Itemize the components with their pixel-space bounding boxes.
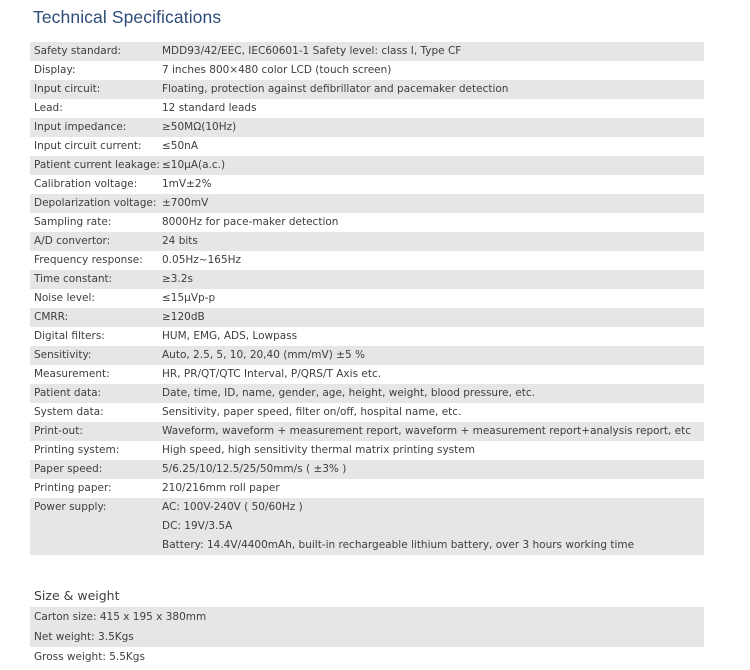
spec-label: Printing paper: xyxy=(34,482,112,494)
spec-value-line: ≤10μA(a.c.) xyxy=(162,159,226,171)
spec-row xyxy=(30,422,704,441)
spec-row xyxy=(30,479,704,498)
spec-value-line: HUM, EMG, ADS, Lowpass xyxy=(162,330,298,342)
size-weight-table xyxy=(30,607,704,667)
spec-value xyxy=(162,327,704,346)
spec-label: Power supply: xyxy=(30,498,162,555)
spec-value-line: 12 standard leads xyxy=(162,102,257,114)
spec-row xyxy=(30,99,704,118)
spec-value-line: Sensitivity, paper speed, filter on/off, hospital name, etc. xyxy=(162,406,462,418)
spec-row xyxy=(30,118,704,137)
spec-row xyxy=(30,327,704,346)
spec-value-line: Battery: 14.4V/4400mAh, built-in rechargeable lithium battery, over 3 hours working time xyxy=(162,539,635,551)
spec-value xyxy=(162,61,704,80)
spec-label: Sampling rate: xyxy=(34,216,112,228)
spec-value xyxy=(162,232,704,251)
spec-label: Input circuit current: xyxy=(34,140,142,152)
spec-value xyxy=(162,308,704,327)
spec-label: Noise level: xyxy=(34,292,95,304)
spec-row xyxy=(30,441,704,460)
spec-label: Lead: xyxy=(34,102,63,114)
spec-value xyxy=(162,270,704,289)
spec-value-line: ≤15μVp-p xyxy=(162,292,216,304)
spec-label: A/D convertor: xyxy=(30,232,162,251)
spec-value-line: HR, PR/QT/QTC Interval, P/QRS/T Axis etc. xyxy=(162,368,382,380)
spec-row xyxy=(30,365,704,384)
spec-label: Frequency response: xyxy=(34,254,143,266)
spec-value xyxy=(162,137,704,156)
spec-label: Time constant: xyxy=(30,270,162,289)
spec-value xyxy=(162,42,704,61)
spec-row xyxy=(30,346,704,365)
spec-label: Safety standard: xyxy=(30,42,162,61)
spec-label: Paper speed: xyxy=(30,460,162,479)
spec-row xyxy=(30,289,704,308)
spec-row xyxy=(30,384,704,403)
spec-label: Print-out: xyxy=(30,422,162,441)
spec-row xyxy=(30,498,704,555)
spec-value-line: Floating, protection against defibrillator and pacemaker detection xyxy=(162,83,509,95)
spec-value xyxy=(162,194,704,213)
spec-value xyxy=(162,346,704,365)
spec-value-line: 5/6.25/10/12.5/25/50mm/s ( ±3% ) xyxy=(162,463,347,475)
spec-value-line: ≥120dB xyxy=(162,311,205,323)
spec-label: Depolarization voltage: xyxy=(30,194,162,213)
spec-value xyxy=(162,403,704,422)
spec-value xyxy=(162,479,704,498)
spec-label: CMRR: xyxy=(30,308,162,327)
spec-value-line: 0.05Hz~165Hz xyxy=(162,254,242,266)
spec-value xyxy=(162,365,704,384)
spec-value-line: ≤50nA xyxy=(162,140,198,152)
spec-value xyxy=(162,251,704,270)
spec-label: Calibration voltage: xyxy=(34,178,138,190)
spec-table xyxy=(30,42,704,555)
spec-label: Input circuit: xyxy=(30,80,162,99)
spec-row xyxy=(30,308,704,327)
spec-label: Patient data: xyxy=(30,384,162,403)
spec-row xyxy=(30,194,704,213)
spec-value-line: 1mV±2% xyxy=(162,178,212,190)
spec-value-line: Waveform, waveform + measurement report, waveform + measurement report+analysis report, etc xyxy=(162,425,692,437)
spec-value xyxy=(162,80,704,99)
size-row-carton: Carton size: 415 x 195 x 380mm xyxy=(30,607,704,627)
spec-label: Sensitivity: xyxy=(30,346,162,365)
spec-label: Patient current leakage: xyxy=(30,156,162,175)
size-row-gross-weight: Gross weight: 5.5Kgs xyxy=(30,647,704,667)
spec-value xyxy=(162,422,704,441)
spec-value xyxy=(162,213,704,232)
spec-row xyxy=(30,251,704,270)
spec-label: Digital filters: xyxy=(34,330,105,342)
spec-value-line: 7 inches 800×480 color LCD (touch screen) xyxy=(162,64,392,76)
spec-value xyxy=(162,99,704,118)
spec-value xyxy=(162,441,704,460)
spec-value-line: 24 bits xyxy=(162,235,198,247)
spec-label: Input impedance: xyxy=(30,118,162,137)
spec-value xyxy=(162,289,704,308)
spec-value xyxy=(162,156,704,175)
spec-row xyxy=(30,156,704,175)
spec-value-line: AC: 100V-240V ( 50/60Hz ) xyxy=(162,501,303,513)
spec-value xyxy=(162,460,704,479)
spec-value xyxy=(162,175,704,194)
spec-row xyxy=(30,61,704,80)
spec-value-line: Date, time, ID, name, gender, age, height, weight, blood pressure, etc. xyxy=(162,387,535,399)
spec-row xyxy=(30,270,704,289)
spec-value xyxy=(162,118,704,137)
spec-value xyxy=(162,498,704,555)
page-title: Technical Specifications xyxy=(33,7,222,27)
spec-value-line: ±700mV xyxy=(162,197,209,209)
spec-value-line: MDD93/42/EEC, IEC60601-1 Safety level: class I, Type CF xyxy=(162,45,462,57)
spec-value-line: Auto, 2.5, 5, 10, 20,40 (mm/mV) ±5 % xyxy=(162,349,365,361)
spec-row xyxy=(30,403,704,422)
spec-label: Measurement: xyxy=(34,368,110,380)
size-weight-title: Size & weight xyxy=(34,588,120,603)
spec-value xyxy=(162,384,704,403)
spec-value-line: ≥3.2s xyxy=(162,273,193,285)
spec-row xyxy=(30,80,704,99)
spec-value-line: High speed, high sensitivity thermal matrix printing system xyxy=(162,444,475,456)
spec-row xyxy=(30,137,704,156)
spec-label: Printing system: xyxy=(34,444,120,456)
spec-value-line: DC: 19V/3.5A xyxy=(162,520,233,532)
spec-value-line: 210/216mm roll paper xyxy=(162,482,280,494)
spec-value-line: ≥50MΩ(10Hz) xyxy=(162,121,237,133)
spec-row xyxy=(30,175,704,194)
spec-value-line: 8000Hz for pace-maker detection xyxy=(162,216,339,228)
spec-row xyxy=(30,232,704,251)
size-row-net-weight: Net weight: 3.5Kgs xyxy=(30,627,704,647)
spec-row xyxy=(30,460,704,479)
spec-row xyxy=(30,42,704,61)
spec-label: System data: xyxy=(34,406,104,418)
spec-label: Display: xyxy=(34,64,76,76)
spec-row xyxy=(30,213,704,232)
